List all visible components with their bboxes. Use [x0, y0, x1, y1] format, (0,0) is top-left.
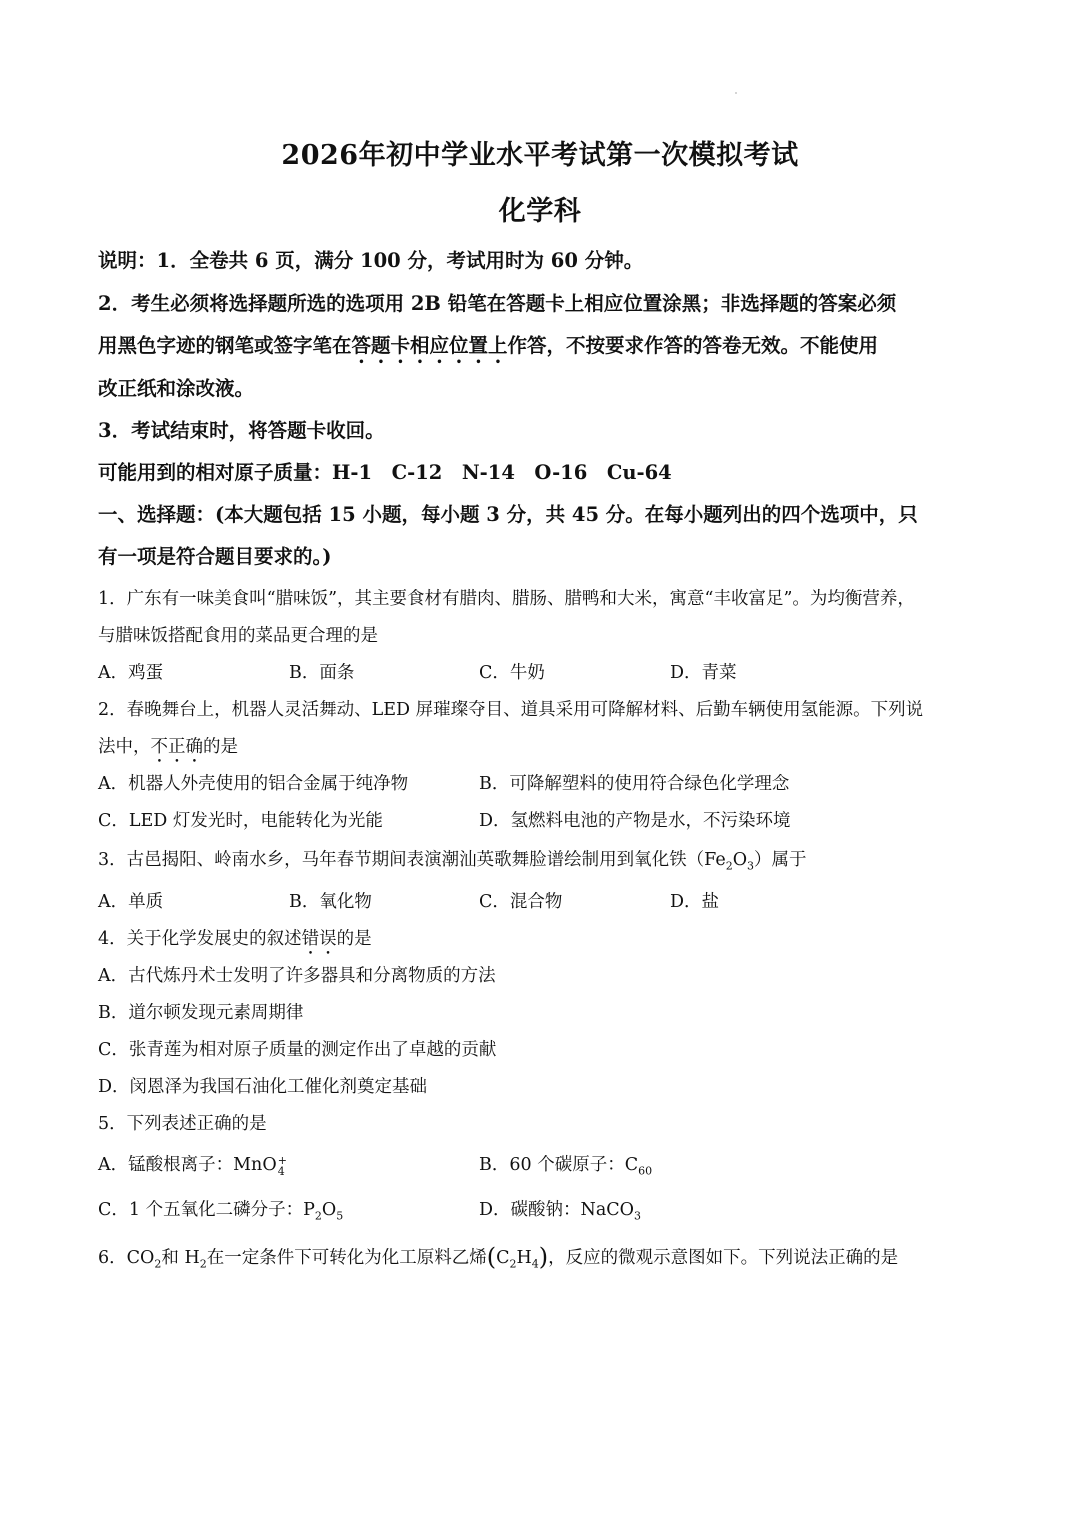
instruction-1: 说明：1．全卷共 6 页，满分 100 分，考试用时为 60 分钟。 [98, 249, 644, 272]
question-3-option-c: C．混合物 [479, 892, 563, 912]
question-2-stem-line-1: 2．春晚舞台上，机器人灵活舞动、LED 屏璀璨夺目、道具采用可降解材料、后勤车辆使用氢能源。下列说 [98, 700, 924, 720]
question-1-option-c: C．牛奶 [479, 663, 545, 683]
question-4-option-c: C．张青莲为相对原子质量的测定作出了卓越的贡献 [98, 1040, 497, 1060]
question-3-option-a: A．单质 [98, 892, 164, 912]
question-1-option-d: D．青菜 [670, 663, 737, 683]
question-1-option-b: B．面条 [289, 663, 355, 683]
question-1-stem-line-1: 1．广东有一味美食叫“腊味饭”，其主要食材有腊肉、腊肠、腊鸭和大米，寓意“丰收富足”。为均衡营养， [98, 589, 915, 609]
question-2-option-b: B．可降解塑料的使用符合绿色化学理念 [479, 774, 790, 794]
instruction-2-line-3: 改正纸和涂改液。 [98, 377, 255, 400]
question-4-stem: 4．关于化学发展史的叙述错误的是 [98, 929, 372, 949]
instruction-2-line-1: 2．考生必须将选择题所选的选项用 2B 铅笔在答题卡上相应位置涂黑；非选择题的答案必须 [98, 292, 897, 315]
emphasis-text: 不正确 [150, 737, 203, 757]
question-4-option-b: B．道尔顿发现元素周期律 [98, 1003, 304, 1023]
subject-title: 化学科 [498, 196, 582, 227]
instruction-3: 3．考试结束时，将答题卡收回。 [98, 419, 385, 442]
question-5-option-a: A．锰酸根离子：MnO + 4 [98, 1153, 287, 1178]
emphasis-text: 错误 [301, 929, 337, 949]
question-4-option-d: D．闵恩泽为我国石油化工催化剂奠定基础 [98, 1077, 428, 1097]
scan-dot [735, 92, 737, 94]
question-3-option-b: B．氧化物 [289, 892, 372, 912]
instruction-2-line-2: 用黑色字迹的钢笔或签字笔在答题卡相应位置上作答，不按要求作答的答卷无效。不能使用 [98, 334, 879, 357]
question-5-option-d: D．碳酸钠：NaCO$_3$ [479, 1200, 642, 1223]
question-6-stem: 6．$CO_2$和 $H_2$在一定条件下可转化为化工原料乙烯$(C_2H_4)$，反应的微观示意图如下。下列说法正确的是 [98, 1243, 899, 1271]
question-2-option-a: A．机器人外壳使用的铝合金属于纯净物 [98, 774, 409, 794]
question-5-stem: 5．下列表述正确的是 [98, 1114, 267, 1134]
question-5-option-c: C．1 个五氧化二磷分子：$P_2O_5$ [98, 1200, 344, 1223]
question-1-stem-line-2: 与腊味饭搭配食用的菜品更合理的是 [98, 626, 378, 646]
section-1-heading-line-2: 有一项是符合题目要求的。) [98, 545, 332, 568]
section-1-heading-line-1: 一、选择题：(本大题包括 15 小题，每小题 3 分，共 45 分。在每小题列出的四个选项中，只 [98, 503, 918, 526]
question-5-option-b: B．60 个碳原子：$C_{60}$ [479, 1155, 653, 1178]
atomic-mass-line: 可能用到的相对原子质量：H-1 C-12 N-14 O-16 Cu-64 [98, 461, 672, 484]
question-2-option-c: C．LED 灯发光时，电能转化为光能 [98, 811, 383, 831]
question-2-option-d: D．氢燃料电池的产物是水，不污染环境 [479, 811, 791, 831]
question-3-stem: 3．古邑揭阳、岭南水乡，马年春节期间表演潮汕英歌舞脸谱绘制用到氧化铁$(Fe_2O_3)$属于 [98, 850, 807, 873]
question-2-stem-line-2: 法中，不正确的是 [98, 737, 238, 757]
emphasis-text: 答题卡相应位置上 [351, 334, 508, 357]
question-4-option-a: A．古代炼丹术士发明了许多器具和分离物质的方法 [98, 966, 496, 986]
question-3-option-d: D．盐 [670, 892, 720, 912]
question-1-option-a: A．鸡蛋 [98, 663, 164, 683]
exam-title: 2026年初中学业水平考试第一次模拟考试 [281, 140, 799, 171]
